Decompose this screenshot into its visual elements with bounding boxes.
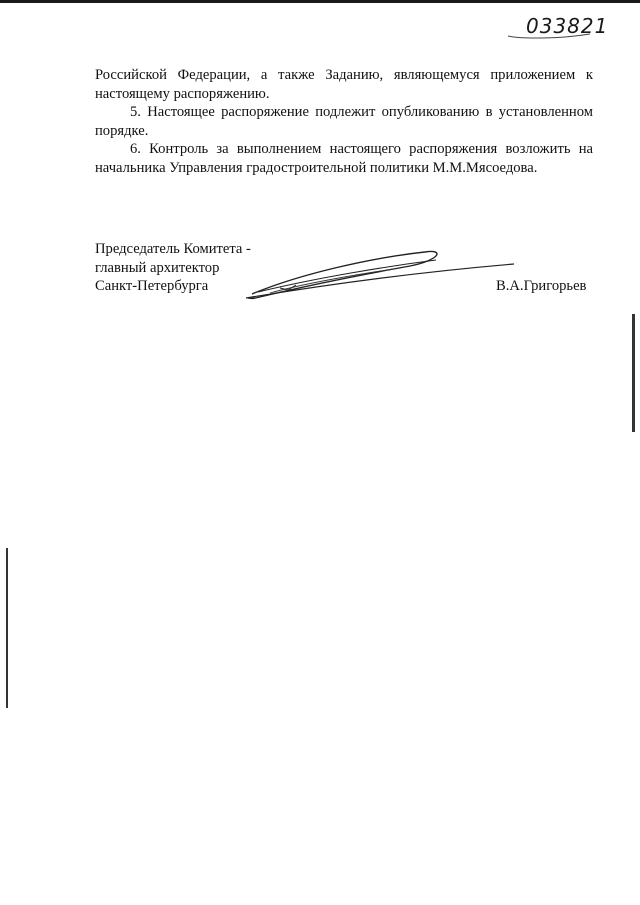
paragraph-5: 5. Настоящее распоряжение подлежит опубликованию в установленном порядке. bbox=[95, 104, 593, 139]
signatory-title-line-3: Санкт-Петербурга bbox=[95, 278, 209, 295]
handwritten-document-number bbox=[0, 6, 640, 46]
paragraph-continuation: Российской Федерации, а также Заданию, являющемуся приложением к настоящему распоряжению. bbox=[95, 67, 593, 102]
signatory-title-line-1: Председатель Комитета - bbox=[95, 241, 251, 257]
document-number: 033821 bbox=[526, 14, 609, 38]
scan-edge-left bbox=[6, 548, 8, 708]
signatory-title-line-2: главный архитектор bbox=[95, 259, 220, 276]
handwritten-signature bbox=[240, 244, 540, 304]
scan-edge-right bbox=[632, 314, 635, 432]
signatory-name: В.А.Григорьев bbox=[496, 278, 587, 294]
scan-edge-top bbox=[0, 0, 640, 3]
signatory-title bbox=[95, 240, 251, 296]
paragraph-6: 6. Контроль за выполнением настоящего распоряжения возложить на начальника Управления градостроительной политики М.М.Мясоедова. bbox=[95, 141, 593, 176]
document-body bbox=[95, 66, 593, 177]
